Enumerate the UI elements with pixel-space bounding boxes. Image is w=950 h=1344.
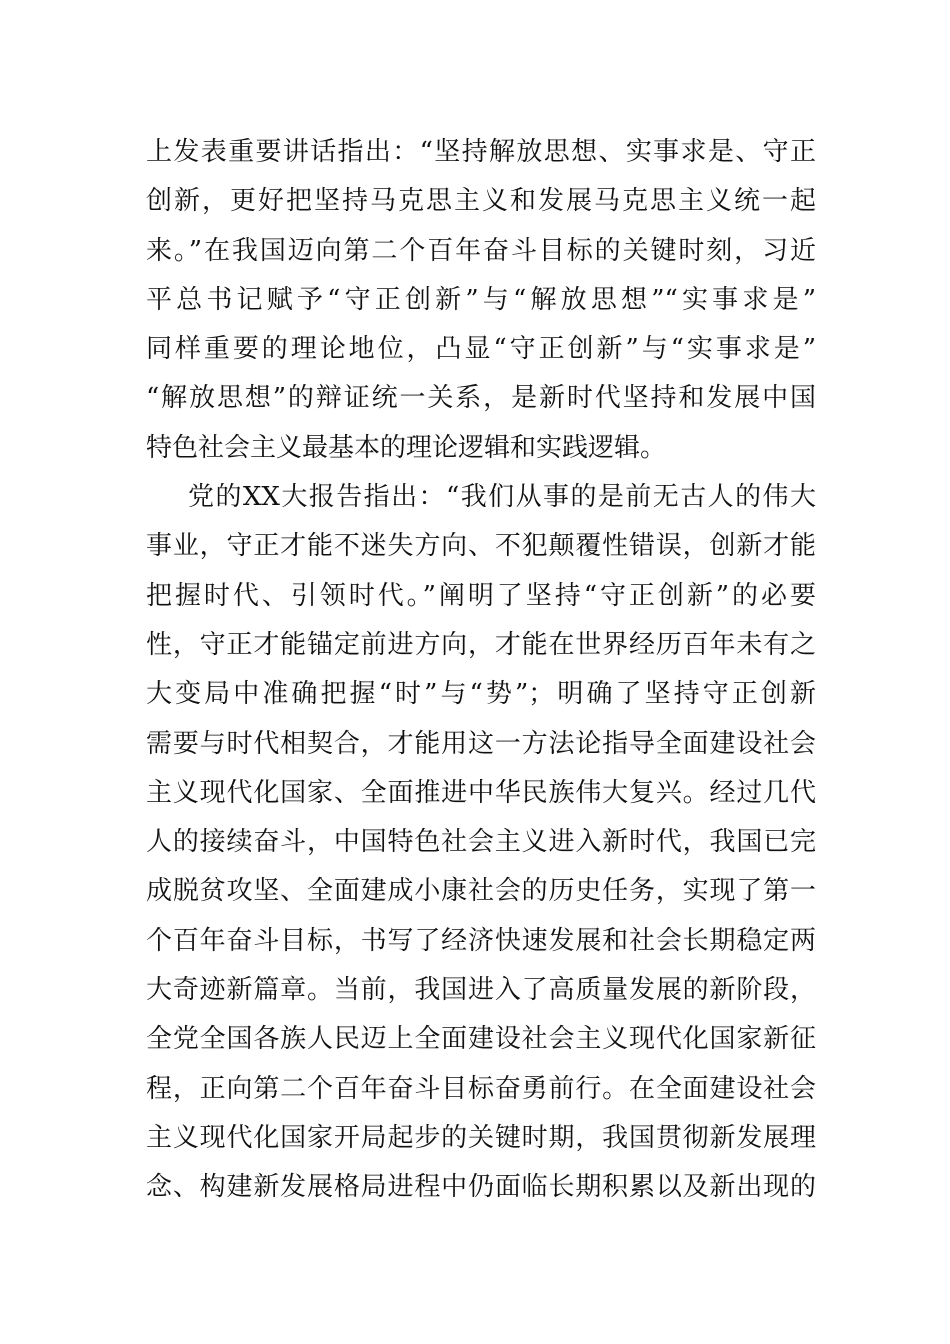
text-line: 个百年奋斗目标，书写了经济快速发展和社会长期稳定两: [146, 925, 816, 956]
text-line: 性，守正才能锚定前进方向，才能在世界经历百年未有之: [146, 629, 816, 660]
text-line: 把握时代、引领时代。”阐明了坚持“守正创新”的必要: [146, 580, 816, 611]
paragraph-first-line: 党的XX大报告指出：“我们从事的是前无古人的伟大: [188, 482, 816, 513]
text-line: 念、构建新发展格局进程中仍面临长期积累以及新出现的: [146, 1172, 816, 1203]
text-line: 成脱贫攻坚、全面建成小康社会的历史任务，实现了第一: [146, 876, 816, 907]
text-line: 特色社会主义最基本的理论逻辑和实践逻辑。: [146, 432, 667, 463]
text-line: 创新，更好把坚持马克思主义和发展马克思主义统一起: [146, 186, 816, 217]
text-line: 大变局中准确把握“时”与“势”；明确了坚持守正创新: [146, 679, 816, 710]
text-line: 主义现代化国家、全面推进中华民族伟大复兴。经过几代: [146, 777, 816, 808]
text-line: 来。”在我国迈向第二个百年奋斗目标的关键时刻，习近: [146, 235, 816, 266]
text-line: 主义现代化国家开局起步的关键时期，我国贯彻新发展理: [146, 1122, 816, 1153]
text-line: 大奇迹新篇章。当前，我国进入了高质量发展的新阶段，: [146, 975, 816, 1006]
text-line: 需要与时代相契合，才能用这一方法论指导全面建设社会: [146, 728, 816, 759]
text-line: 人的接续奋斗，中国特色社会主义进入新时代，我国已完: [146, 827, 816, 858]
text-line: 同样重要的理论地位，凸显“守正创新”与“实事求是”: [146, 334, 816, 365]
body-text: [146, 128, 816, 1213]
text-line: 程，正向第二个百年奋斗目标奋勇前行。在全面建设社会: [146, 1073, 816, 1104]
text-line: 事业，守正才能不迷失方向、不犯颠覆性错误，创新才能: [146, 531, 816, 562]
text-line: 平总书记赋予“守正创新”与“解放思想”“实事求是”: [146, 284, 816, 315]
text-line: 全党全国各族人民迈上全面建设社会主义现代化国家新征: [146, 1024, 816, 1055]
text-line: 上发表重要讲话指出：“坚持解放思想、实事求是、守正: [146, 137, 816, 167]
text-line: “解放思想”的辩证统一关系，是新时代坚持和发展中国: [146, 383, 816, 414]
